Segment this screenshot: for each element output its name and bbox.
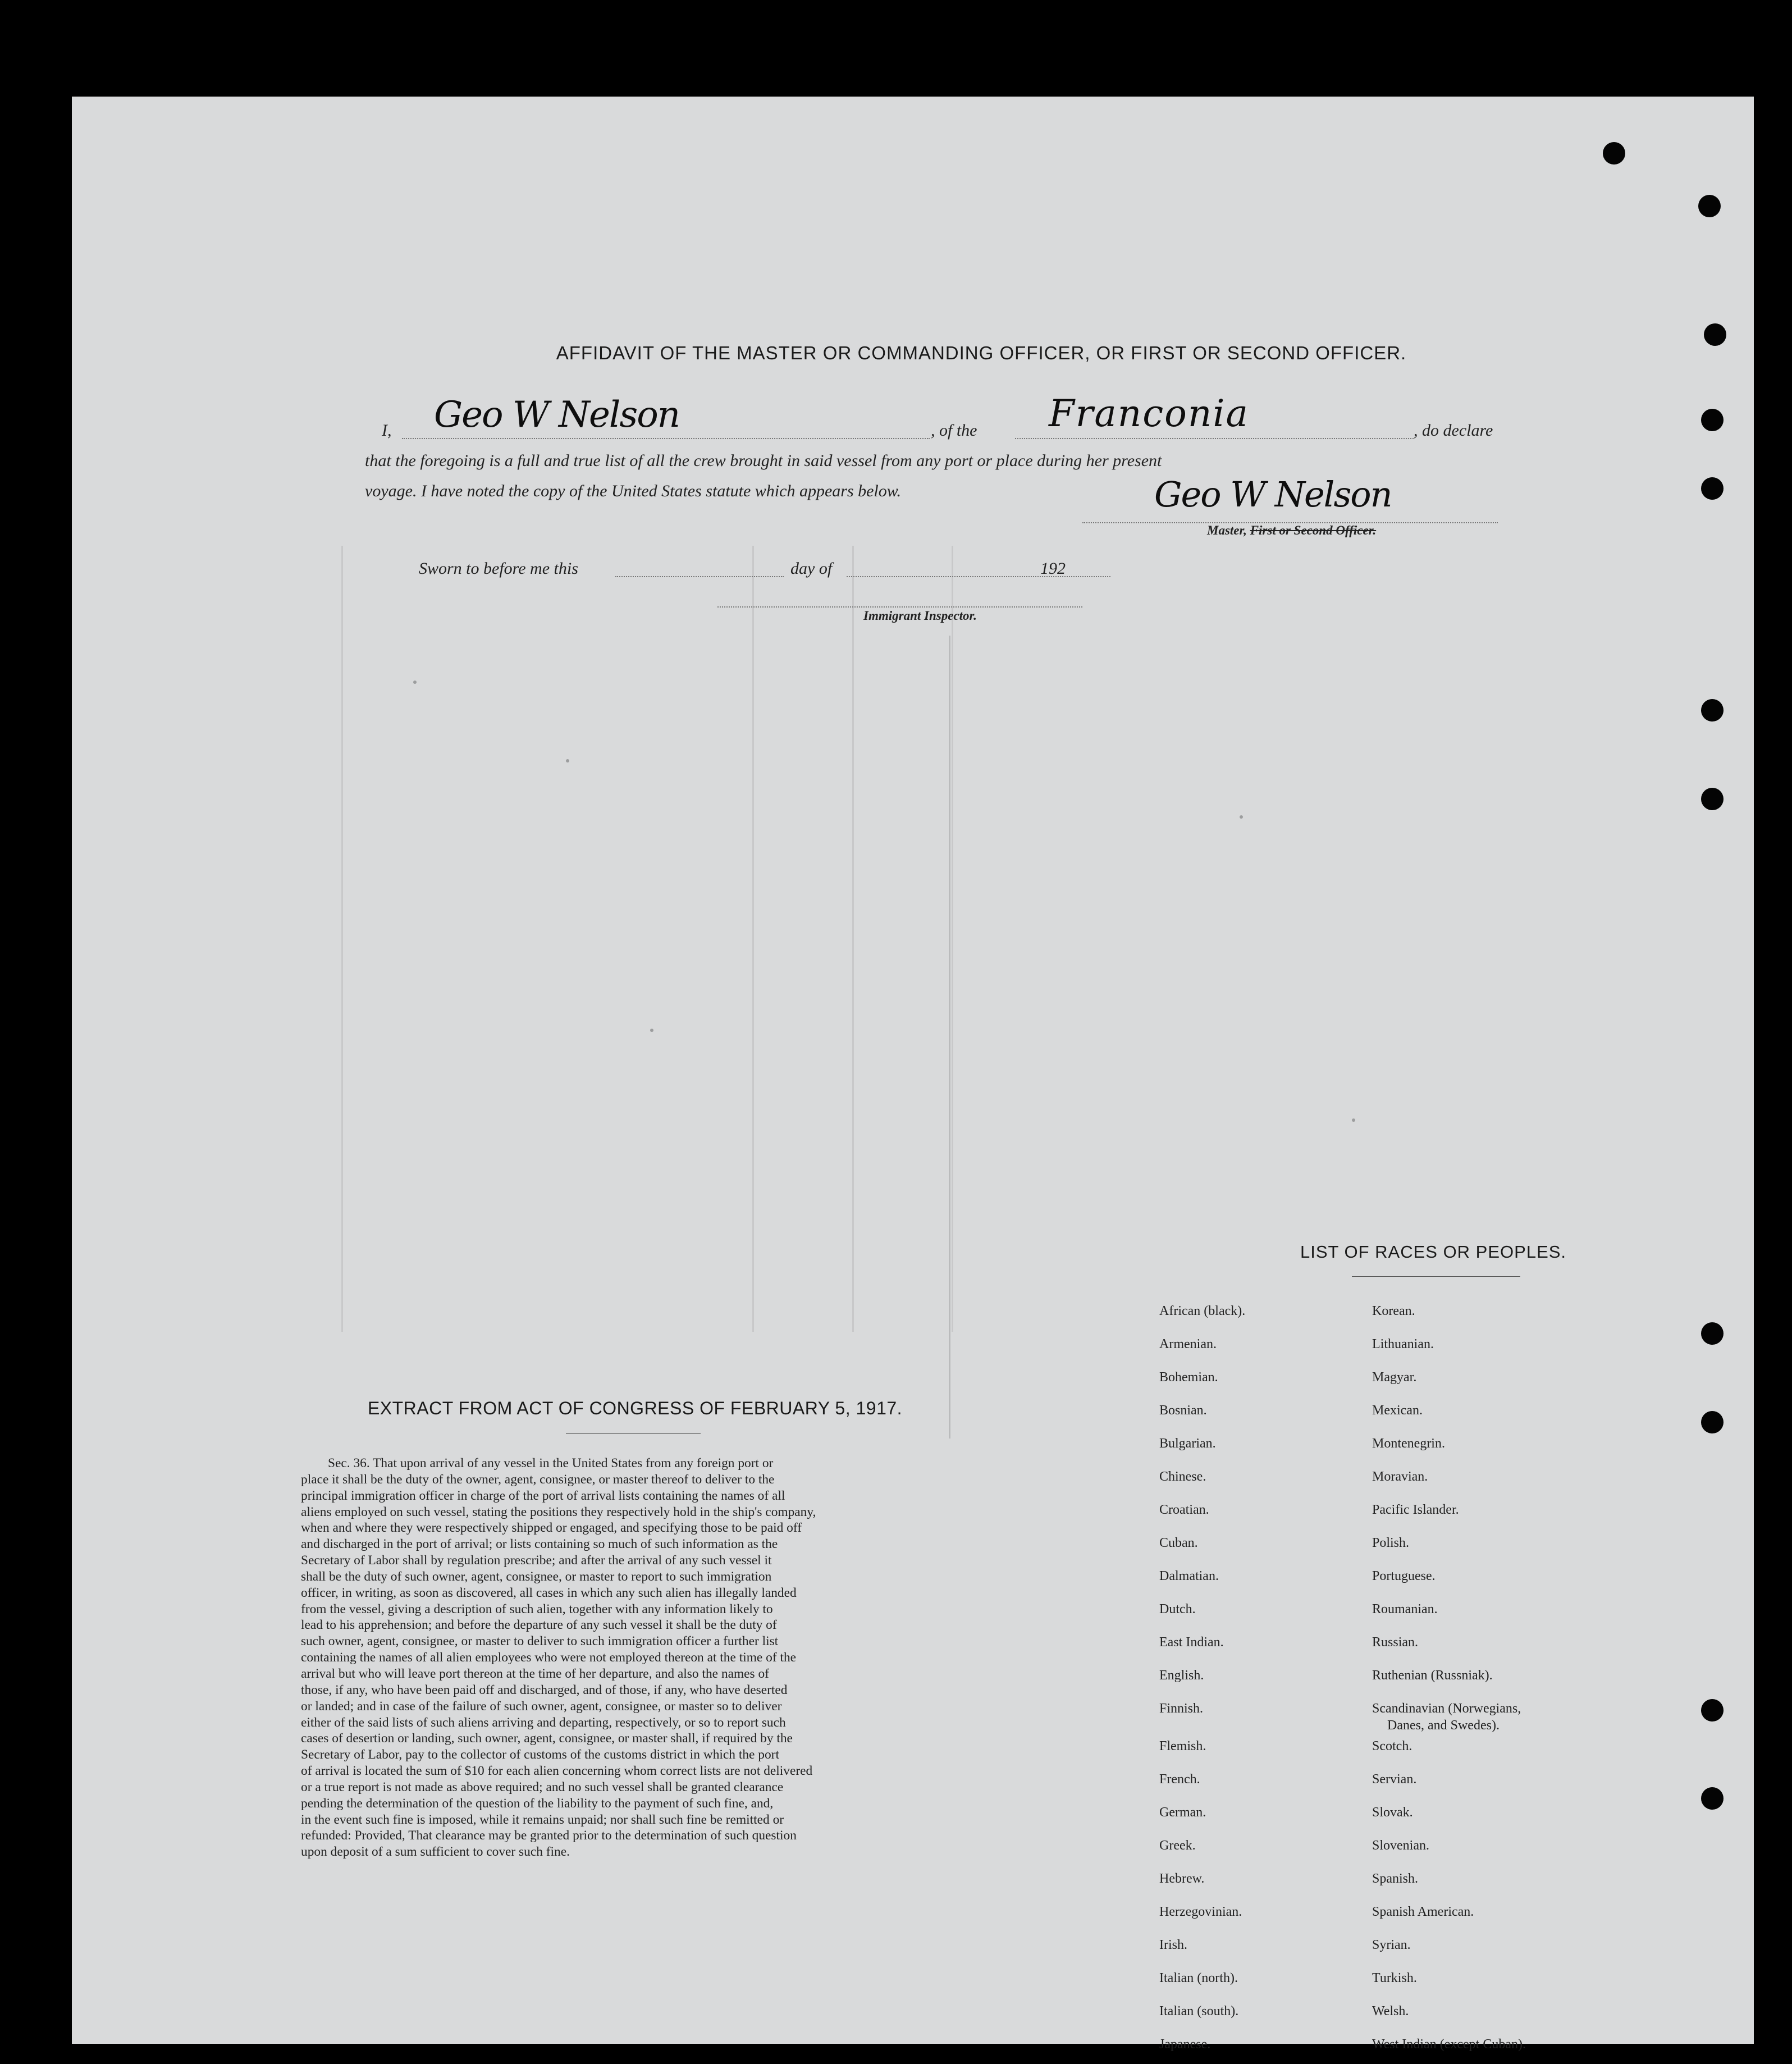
inspector-line: [717, 605, 1082, 608]
race-item-continued: Danes, and Swedes).: [1387, 1718, 1500, 1733]
affidavit-i-label: I,: [382, 421, 392, 440]
race-item: Croatian.: [1159, 1503, 1209, 1517]
race-item: Servian.: [1372, 1772, 1417, 1787]
race-item: Japanese.: [1159, 2037, 1211, 2052]
document-page: [72, 97, 1754, 2052]
bleed-through-line: [952, 546, 953, 1332]
race-item: Flemish.: [1159, 1739, 1206, 1754]
punch-hole: [1701, 1699, 1724, 1721]
extract-line: cases of desertion or landing, such owner, agent, consignee, or master shall, if required by the: [301, 1731, 793, 1746]
extract-title-rule: [566, 1433, 701, 1434]
punch-hole: [1701, 1787, 1724, 1810]
extract-line: or landed; and in case of the failure of such owner, agent, consignee, or master so to deliver: [301, 1698, 782, 1714]
race-item: Herzegovinian.: [1159, 1905, 1242, 1919]
race-item: Slovenian.: [1372, 1838, 1429, 1853]
bleed-through-line: [752, 546, 754, 1332]
race-item: Ruthenian (Russniak).: [1372, 1668, 1493, 1683]
bleed-through-speck: [413, 681, 417, 684]
race-item: Portuguese.: [1372, 1569, 1436, 1583]
signature-caption: [1207, 523, 1376, 538]
punch-hole: [1603, 142, 1625, 165]
extract-line: in the event such fine is imposed, while it remains unpaid; nor shall such fine be remitted or: [301, 1812, 784, 1827]
race-item: Italian (south).: [1159, 2004, 1239, 2019]
race-item: Polish.: [1372, 1536, 1410, 1550]
extract-line: containing the names of all alien employees who were not employed thereon at the time of the: [301, 1650, 797, 1665]
race-item: Roumanian.: [1372, 1602, 1438, 1617]
race-item: Magyar.: [1372, 1370, 1417, 1385]
race-item: Turkish.: [1372, 1971, 1417, 1985]
race-item: Bulgarian.: [1159, 1436, 1216, 1451]
inspector-label: Immigrant Inspector.: [863, 609, 977, 623]
master-label: Master,: [1207, 523, 1247, 537]
of-the-label: , of the: [931, 421, 977, 440]
extract-line: such owner, agent, consignee, or master to deliver to such immigration officer a further list: [301, 1634, 779, 1649]
year-label: 192: [1040, 559, 1066, 578]
race-item: Pacific Islander.: [1372, 1503, 1459, 1517]
race-item: West Indian (except Cuban).: [1372, 2037, 1526, 2052]
bleed-through-line: [852, 546, 854, 1332]
bleed-through-line: [341, 546, 343, 1332]
race-item: African (black).: [1159, 1304, 1246, 1318]
race-item: Italian (north).: [1159, 1971, 1238, 1985]
race-item: Mexican.: [1372, 1403, 1423, 1418]
race-item: East Indian.: [1159, 1635, 1224, 1650]
extract-line: officer, in writing, as soon as discovered, all cases in which any such alien has illegally landed: [301, 1585, 797, 1600]
race-item: French.: [1159, 1772, 1200, 1787]
race-item: Lithuanian.: [1372, 1337, 1434, 1351]
do-declare-label: , do declare: [1414, 421, 1493, 440]
extract-line: from the vessel, giving a description of such alien, together with any information likely to: [301, 1601, 773, 1617]
extract-line: pending the determination of the question of the liability to the payment of such fine, and,: [301, 1796, 774, 1811]
race-item: Bohemian.: [1159, 1370, 1218, 1385]
bleed-through-speck: [650, 1029, 653, 1032]
race-item: Montenegrin.: [1372, 1436, 1445, 1451]
punch-hole: [1701, 477, 1724, 500]
extract-line: arrival but who will leave port thereon at the time of her departure, and also the names of: [301, 1666, 769, 1681]
bleed-through-speck: [566, 759, 569, 762]
extract-line: either of the said lists of such aliens arriving and departing, respectively, or so to report such: [301, 1715, 786, 1730]
vessel-name: Franconia: [1049, 392, 1249, 435]
punch-hole: [1701, 699, 1724, 722]
race-item: Dutch.: [1159, 1602, 1196, 1617]
punch-hole: [1701, 1411, 1724, 1433]
races-title-rule: [1352, 1276, 1520, 1277]
race-item: Greek.: [1159, 1838, 1196, 1853]
signer-name-line: [402, 437, 930, 439]
extract-line: aliens employed on such vessel, stating the positions they respectively hold in the ship's company,: [301, 1504, 816, 1519]
signer-name: Geo W Nelson: [434, 394, 679, 436]
race-item: Spanish American.: [1372, 1905, 1474, 1919]
race-item: Irish.: [1159, 1938, 1187, 1952]
extract-line: refunded: Provided, That clearance may be granted prior to the determination of such question: [301, 1828, 797, 1843]
race-item: Korean.: [1372, 1304, 1415, 1318]
day-of-label: day of: [790, 559, 833, 578]
race-item: Dalmatian.: [1159, 1569, 1219, 1583]
bleed-through-line: [949, 636, 950, 1439]
extract-line: place it shall be the duty of the owner, agent, consignee, or master thereof to deliver to the: [301, 1472, 775, 1487]
affidavit-title: AFFIDAVIT OF THE MASTER OR COMMANDING OFFICER, OR FIRST OR SECOND OFFICER.: [556, 343, 1407, 363]
punch-hole: [1698, 195, 1721, 217]
race-item: Armenian.: [1159, 1337, 1217, 1351]
extract-title: EXTRACT FROM ACT OF CONGRESS OF FEBRUARY 5, 1917.: [367, 1398, 903, 1418]
extract-line: of arrival is located the sum of $10 for each alien concerning whom correct lists are not delivered: [301, 1764, 813, 1779]
struck-officer-label: First or Second Officer.: [1250, 523, 1377, 537]
race-item: Bosnian.: [1159, 1403, 1207, 1418]
race-item: Scandinavian (Norwegians,: [1372, 1701, 1521, 1716]
extract-line: lead to his apprehension; and before the departure of any such vessel it shall be the duty of: [301, 1618, 777, 1633]
races-title: LIST OF RACES OR PEOPLES.: [1300, 1242, 1567, 1262]
extract-line: or a true report is not made as above required; and no such vessel shall be granted clearance: [301, 1779, 784, 1794]
affidavit-line-2: that the foregoing is a full and true list of all the crew brought in said vessel from any port or place during her present: [365, 451, 1162, 470]
punch-hole: [1704, 323, 1726, 346]
bleed-through-speck: [1352, 1118, 1355, 1122]
extract-line: Secretary of Labor shall by regulation prescribe; and after the arrival of any such vessel it: [301, 1553, 772, 1568]
punch-hole: [1701, 409, 1724, 431]
sworn-label: Sworn to before me this: [419, 559, 578, 578]
extract-line: shall be the duty of such owner, agent, consignee, or master to report to such immigration: [301, 1569, 772, 1584]
race-item: German.: [1159, 1805, 1206, 1820]
race-item: Slovak.: [1372, 1805, 1413, 1820]
sworn-month-line: [847, 575, 1110, 577]
race-item: Moravian.: [1372, 1469, 1428, 1484]
extract-line: Secretary of Labor, pay to the collector of customs of the customs district in which the port: [301, 1747, 779, 1762]
race-item: English.: [1159, 1668, 1204, 1683]
race-item: Cuban.: [1159, 1536, 1198, 1550]
extract-line: principal immigration officer in charge of the port of arrival lists containing the names of all: [301, 1488, 785, 1503]
extract-line: when and where they were respectively shipped or engaged, and specifying those to be paid off: [301, 1520, 802, 1536]
master-signature: Geo W Nelson: [1154, 474, 1392, 515]
extract-line: upon deposit of a sum sufficient to cover such fine.: [301, 1844, 570, 1860]
race-item: Russian.: [1372, 1635, 1419, 1650]
vessel-name-line: [1015, 437, 1414, 439]
race-item: Hebrew.: [1159, 1871, 1205, 1886]
race-item: Finnish.: [1159, 1701, 1204, 1716]
race-item: Chinese.: [1159, 1469, 1206, 1484]
extract-line: Sec. 36. That upon arrival of any vessel in the United States from any foreign port or: [328, 1456, 774, 1471]
extract-line: and discharged in the port of arrival; or lists containing so much of such information as the: [301, 1537, 778, 1552]
sworn-day-line: [615, 575, 784, 577]
punch-hole: [1701, 788, 1724, 810]
extract-body: [301, 1455, 955, 1860]
race-item: Welsh.: [1372, 2004, 1409, 2019]
race-item: Syrian.: [1372, 1938, 1411, 1952]
extract-line: those, if any, who have been paid off and discharged, and of those, if any, who have deserted: [301, 1682, 788, 1697]
affidavit-line-3: voyage. I have noted the copy of the United States statute which appears below.: [365, 482, 902, 500]
punch-hole: [1701, 1322, 1724, 1345]
race-item: Spanish.: [1372, 1871, 1419, 1886]
bleed-through-speck: [1240, 815, 1243, 819]
race-item: Scotch.: [1372, 1739, 1412, 1754]
